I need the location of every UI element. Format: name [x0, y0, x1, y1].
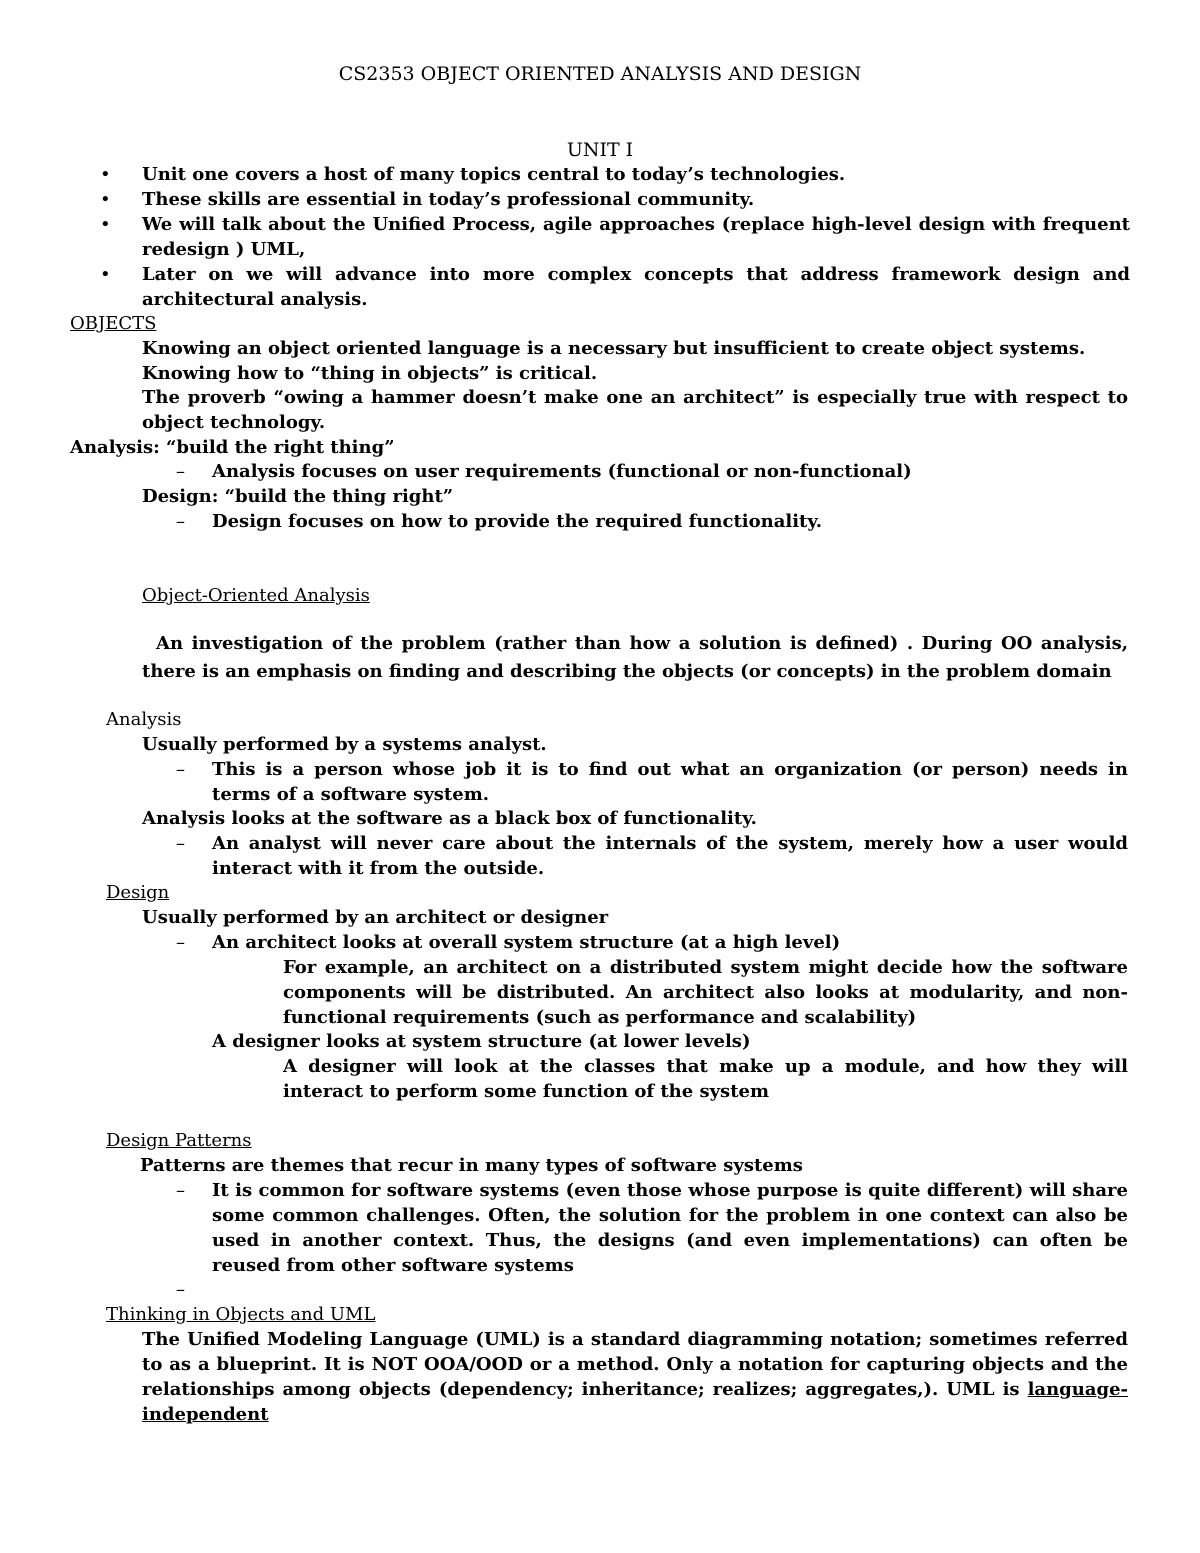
bullet-icon: • [100, 189, 111, 210]
bullet-text: Later on we will advance into more complex concepts that address framework design and architectural analysis. [142, 264, 1130, 310]
unit-title: UNIT I [566, 139, 634, 161]
design-line-1: Usually performed by an architect or designer [142, 907, 609, 928]
bullet-text: Unit one covers a host of many topics central to today’s technologies. [142, 164, 846, 185]
dash-icon: – [176, 1180, 185, 1201]
ooa-paragraph: An investigation of the problem (rather than how a solution is defined) . During OO analysis, there is an emphasis on finding and describing the objects (or concepts) in the problem domain [142, 633, 1128, 682]
analysis-line-1: Usually performed by a systems analyst. [142, 734, 547, 755]
analysis-point: Analysis focuses on user requirements (functional or non-functional) [212, 461, 912, 482]
objects-line-3: The proverb “owing a hammer doesn’t make one an architect” is especially true with respect to object technology. [142, 387, 1128, 433]
patterns-line-1: Patterns are themes that recur in many types of software systems [140, 1155, 803, 1176]
unit-bullet-list [100, 162, 1130, 312]
uml-paragraph [142, 1327, 1128, 1427]
list-item [100, 212, 1130, 262]
dash-icon: – [176, 461, 185, 482]
bullet-text: We will talk about the Unified Process, agile approaches (replace high-level design with frequent redesign ) UML, [142, 214, 1130, 260]
bullet-text: These skills are essential in today’s professional community. [142, 189, 755, 210]
analysis-line-2: Analysis looks at the software as a black box of functionality. [142, 808, 757, 829]
document-title: CS2353 OBJECT ORIENTED ANALYSIS AND DESIGN [338, 63, 862, 85]
list-item [100, 162, 1130, 187]
design-heading: Design [106, 882, 170, 903]
patterns-point-1: It is common for software systems (even those whose purpose is quite different) will share some common challenges. Often, the solution for the problem in one context can also be used in another context. Thus, the designs (and even implementations) can often be reused from other software systems [212, 1180, 1128, 1276]
list-item [100, 262, 1130, 312]
design-line-2: A designer looks at system structure (at lower levels) [212, 1031, 751, 1052]
design-point-1-detail: For example, an architect on a distributed system might decide how the software components will be distributed. An architect also looks at modularity, and non-functional requirements (such as performance and scalability) [283, 957, 1128, 1028]
design-point-1: An architect looks at overall system structure (at a high level) [212, 932, 841, 953]
analysis-slogan: Analysis: “build the right thing” [70, 437, 395, 458]
dash-icon: – [176, 1279, 185, 1300]
analysis-point-1: This is a person whose job it is to find out what an organization (or person) needs in terms of a software system. [212, 759, 1128, 805]
patterns-heading: Design Patterns [106, 1130, 252, 1151]
analysis-point-2: An analyst will never care about the internals of the system, merely how a user would interact with it from the outside. [212, 833, 1128, 879]
uml-heading: Thinking in Objects and UML [106, 1304, 376, 1325]
objects-line-1: Knowing an object oriented language is a necessary but insufficient to create object systems. [142, 338, 1086, 359]
design-point: Design focuses on how to provide the required functionality. [212, 511, 823, 532]
dash-icon: – [176, 759, 185, 780]
objects-heading: OBJECTS [70, 313, 157, 334]
bullet-icon: • [100, 264, 111, 285]
uml-language-independent: language-independent [142, 1379, 1128, 1425]
objects-line-2: Knowing how to “thing in objects” is critical. [142, 363, 598, 384]
bullet-icon: • [100, 214, 111, 235]
list-item [100, 187, 1130, 212]
dash-icon: – [176, 511, 185, 532]
dash-icon: – [176, 833, 185, 854]
design-slogan: Design: “build the thing right” [142, 486, 454, 507]
design-line-2-detail: A designer will look at the classes that make up a module, and how they will interact to perform some function of the system [283, 1056, 1128, 1102]
analysis-heading: Analysis [106, 709, 182, 730]
ooa-heading: Object-Oriented Analysis [142, 585, 370, 606]
uml-text: The Unified Modeling Language (UML) is a standard diagramming notation; sometimes referred to as a blueprint. It is NOT OOA/OOD or a method. Only a notation for capturing objects and the relationships among objects (dependency; inheritance; realizes; aggregates,). UML is [142, 1329, 1128, 1400]
dash-icon: – [176, 932, 185, 953]
bullet-icon: • [100, 164, 111, 185]
